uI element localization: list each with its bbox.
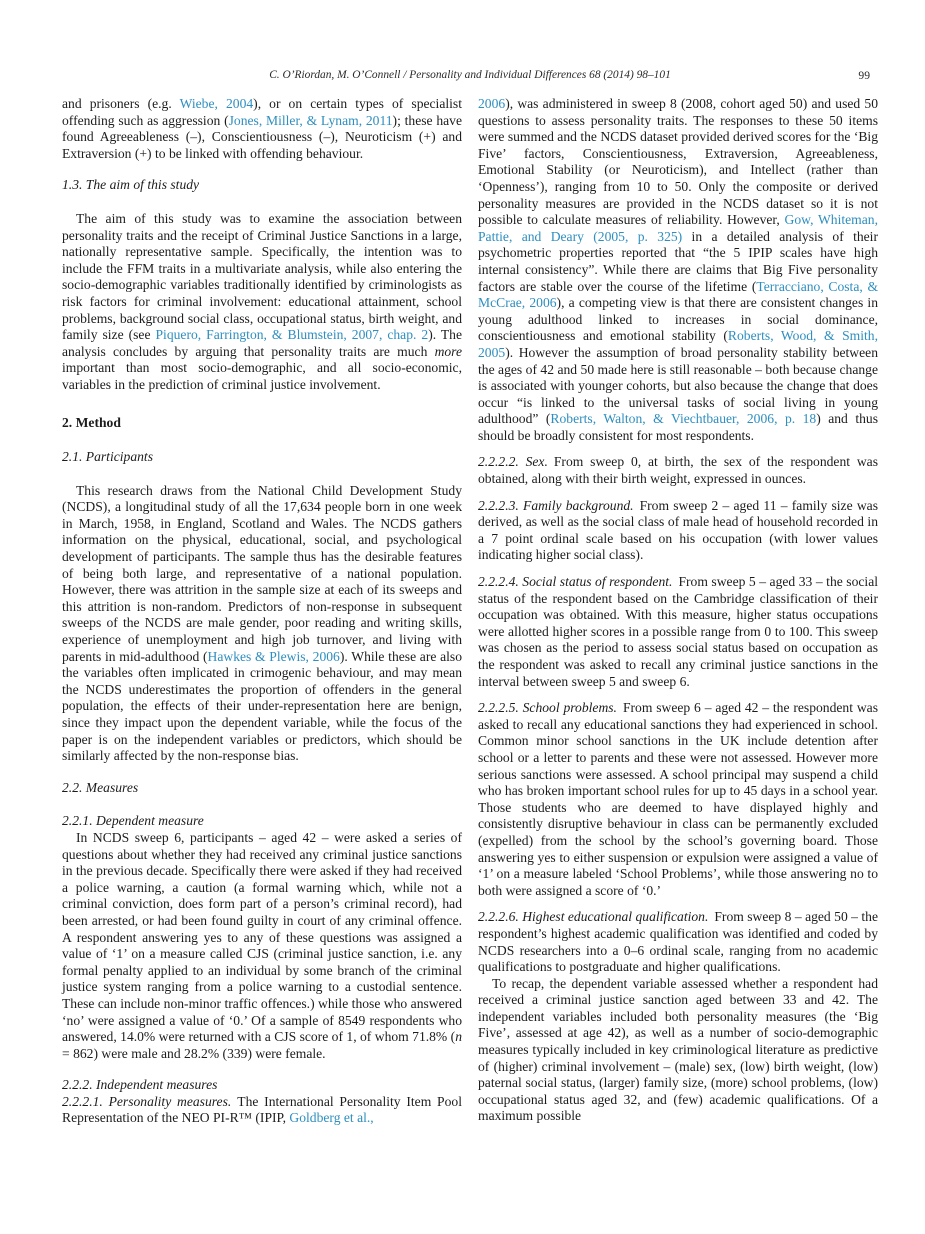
citation-link[interactable]: Wiebe, 2004 [179,96,254,111]
body-text: ). However the assumption of broad personality stability between the ages of 42 and 50 made here is still reasonable – both because change is associated with younger cohorts, but also because the change that does occur “is linked to the universal tasks of social living in young adulthood” ( [478,344,878,427]
body-text: important than most socio-demographic, and all socio-economic, variables in the prediction of criminal justice involvement. [62,360,462,392]
body-text: To recap, the dependent variable assessed whether a respondent had received a criminal justice sanction aged between 33 and 42. The independent variables included both personality measures (the ‘Big Five’, assessed at age 42), as well as a number of socio-demographic measures typically included in key criminological literature as predictive of (higher) criminal involvement – (male) sex, (low) birth weight, (low) paternal social status, (larger) family size, (more) school problems, (low) occupational status aged 32, and (few) academic qualifications. Of a maximum possible [478,975,878,1124]
subsection-heading: 1.3. The aim of this study [62,177,200,193]
citation-link[interactable]: Goldberg et al., [289,1110,374,1126]
paragraph [478,574,878,690]
body-text: The International Personality Item Pool Representation of the NEO PI-R™ (IPIP, [62,1093,462,1126]
body-text: ); these have found Agreeableness (–), Conscientiousness (–), Neuroticism (+) and Extraversion (+) to be linked with offending behaviour. [62,112,462,161]
citation-link[interactable]: Roberts, Wood, & Smith, 2005 [478,328,878,360]
two-column-body [62,96,878,1127]
left-column [62,96,462,1127]
runin-heading: 2.2.2.6. Highest educational qualification. [478,909,709,925]
paragraph [478,454,878,487]
emphasis-text: n [455,1029,462,1045]
body-text: From sweep 5 – aged 33 – the social status of the respondent based on the Cambridge classification of their occupation was obtained. With this measure, higher status occupations were allotted higher scores in a possible range from 0 to 100. This sweep was chosen as the period to assess social status based on occupation as the respondent was asked to recall any criminal justice sanctions in the interval between sweep 5 and sweep 6. [478,574,878,689]
body-text: and prisoners (e.g. [62,96,180,111]
citation-link[interactable]: Hawkes & Plewis, 2006 [207,648,340,664]
citation-link[interactable]: 2006 [478,96,506,111]
running-header [62,69,878,85]
runin-heading: 2.2.2.5. School problems. [478,700,617,716]
citation-link[interactable]: Terracciano, Costa, & McCrae, 2006 [478,278,879,311]
paragraph [478,976,878,1125]
body-text: In NCDS sweep 6, participants – aged 42 – were asked a series of questions about whether they had received any criminal justice sanctions in the previous decade. Specifically there were asked if they had received a police warning, a caution (a formal warning which, while not a criminal conviction, does form part of a person’s criminal record), had been arrested, or had been found guilty in court of any criminal offence. A respondent answering yes to any of these questions was assigned a value of ‘1’ on a measure called CJS (criminal justice sanction, i.e. any formal penalty applied to an individual by some branch of the criminal justice system ranging from a police warning to a custodial sentence. These can include non-minor traffic offences.) while those who answered ‘no’ were assigned a value of ‘0.’ Of a sample of 8549 respondents who answered, 14.0% were returned with a CJS score of 1, of whom 71.8% ( [62,829,462,1045]
body-text: ) and thus should be broadly consistent for most respondents. [478,411,878,443]
body-text: ), or on certain types of specialist offending such as aggression ( [62,96,462,128]
runin-heading: 2.2.2.1. Personality measures. [62,1093,232,1109]
paragraph [62,1094,462,1127]
emphasis-text: more [434,343,462,359]
subsection-heading: 2.1. Participants [62,449,154,465]
runin-heading: 2.2.2.2. Sex. [478,454,548,470]
runin-heading: 2.2.2.4. Social status of respondent. [478,574,673,590]
citation-link[interactable]: Jones, Miller, & Lynam, 2011 [228,112,393,128]
body-text: ), was administered in sweep 8 (2008, cohort aged 50) and used 50 questions to assess personality traits. The responses to these 50 items were summed and the NCDS dataset provided derived scores for the ‘Big Five’ factors, Conscientiousness, Extraversion, Agreeableness, Emotional Stability (or Neuroticism), and Intellect (rather than ‘Openness’), ranging from 10 to 50. Only the composite or derived personality measures are provided in the NCDS dataset so it is not possible to calculate measures of reliability. However, [478,96,878,228]
body-text: ). The analysis concludes by arguing that personality traits are much [62,327,463,359]
body-text: ). While these are also the variables often implicated in crimogenic behaviour, and may mean the NCDS underestimates the proportion of offenders in the general population, the effects of their under-representation here are benign, since they impact upon the dependent variable, while the focus of the paper is on the independent variables or predictors, which should be similarly affected by the non-response bias. [62,648,463,764]
subsection-heading: 2.2.2. Independent measures [62,1077,218,1093]
body-text: From sweep 0, at birth, the sex of the respondent was obtained, along with their birth weight, expressed in ounces. [478,454,879,487]
page-number: 99 [858,69,870,82]
paragraph [478,498,878,564]
journal-citation: C. O’Riordan, M. O’Connell / Personality and Individual Differences 68 (2014) 98–101 [269,69,671,81]
body-text: From sweep 2 – aged 11 – family size was derived, as well as the social class of male head of household recorded in a 7 point ordinal scale based on his occupation (with lower values indicating higher social class). [478,497,878,563]
body-text: From sweep 6 – aged 42 – the respondent was asked to recall any educational sanctions they had experienced in school. Common minor school sanctions in the UK include detention after school or a letter to parents and these were not assessed. However more serious sanctions were assessed. A school principal may suspend a child who has broken important school rules for up to 45 days in a school year. Those students who are deemed to have displayed highly and consistently disruptive behaviour in class can be permanently excluded (expelled) from the school by the school’s governing board. Those answering yes to either suspension or expulsion were assigned a value of ‘1’ on a measure labeled ‘School Problems’, while those answering no to both were assigned a score of ‘0.’ [478,700,878,898]
paragraph [62,211,462,394]
body-text: The aim of this study was to examine the association between personality traits and the receipt of Criminal Justice Sanctions in a large, nationally representative sample. Specifically, the intention was to include the FFM traits in a multivariate analysis, while also entering the socio-demographic variables traditionally identified by criminologists as risk factors for criminal involvement: educational attainment, school problems, background social class, occupational status, birth weight, and family size (see [62,210,462,343]
paragraph [62,830,462,1062]
subsection-heading: 2.2.1. Dependent measure [62,813,204,829]
citation-link[interactable]: Piquero, Farrington, & Blumstein, 2007, chap. 2 [155,327,429,343]
paragraph [478,909,878,975]
citation-link[interactable]: Roberts, Walton, & Viechtbauer, 2006, p. 18 [550,411,817,427]
body-text: From sweep 8 – aged 50 – the respondent’s highest academic qualification was identified and coded by NCDS researchers into a 0–6 ordinal scale, ranging from no academic qualifications to postgraduate and higher qualifications. [478,909,878,975]
subsection-heading: 2.2. Measures [62,779,139,795]
body-text: in a detailed analysis of their psychometric properties reported that “the 5 IPIP scales have high internal consistency”. While there are claims that Big Five personality factors are stable over the course of the lifetime ( [478,228,878,294]
body-text: ), a competing view is that there are consistent changes in young adulthood linked to increases in social dominance, conscientiousness and emotional stability ( [478,295,878,344]
body-text: = 862) were male and 28.2% (339) were female. [62,1045,326,1061]
paragraph [478,96,878,444]
section-heading: 2. Method [62,414,121,430]
paragraph [62,96,462,162]
runin-heading: 2.2.2.3. Family background. [478,497,634,513]
citation-link[interactable]: Gow, Whiteman, Pattie, and Deary (2005, p. 325) [478,212,878,244]
right-column [478,96,878,1127]
paragraph [478,700,878,899]
body-text: This research draws from the National Child Development Study (NCDS), a longitudinal study of all the 17,634 people born in one week in March, 1958, in England, Scotland and Wales. The NCDS gathers information on the physical, educational, social, and psychological development of participants. The sample thus has the desirable features of being both large, and representative of a national population. However, there was attrition in the sample size at each of its sweeps and this attrition is non-random. Predictors of non-response in subsequent sweeps of the NCDS are male gender, poor reading and writing skills, experience of unemployment and high job turnover, and living with parents in mid-adulthood ( [62,482,462,664]
paragraph [62,483,462,765]
